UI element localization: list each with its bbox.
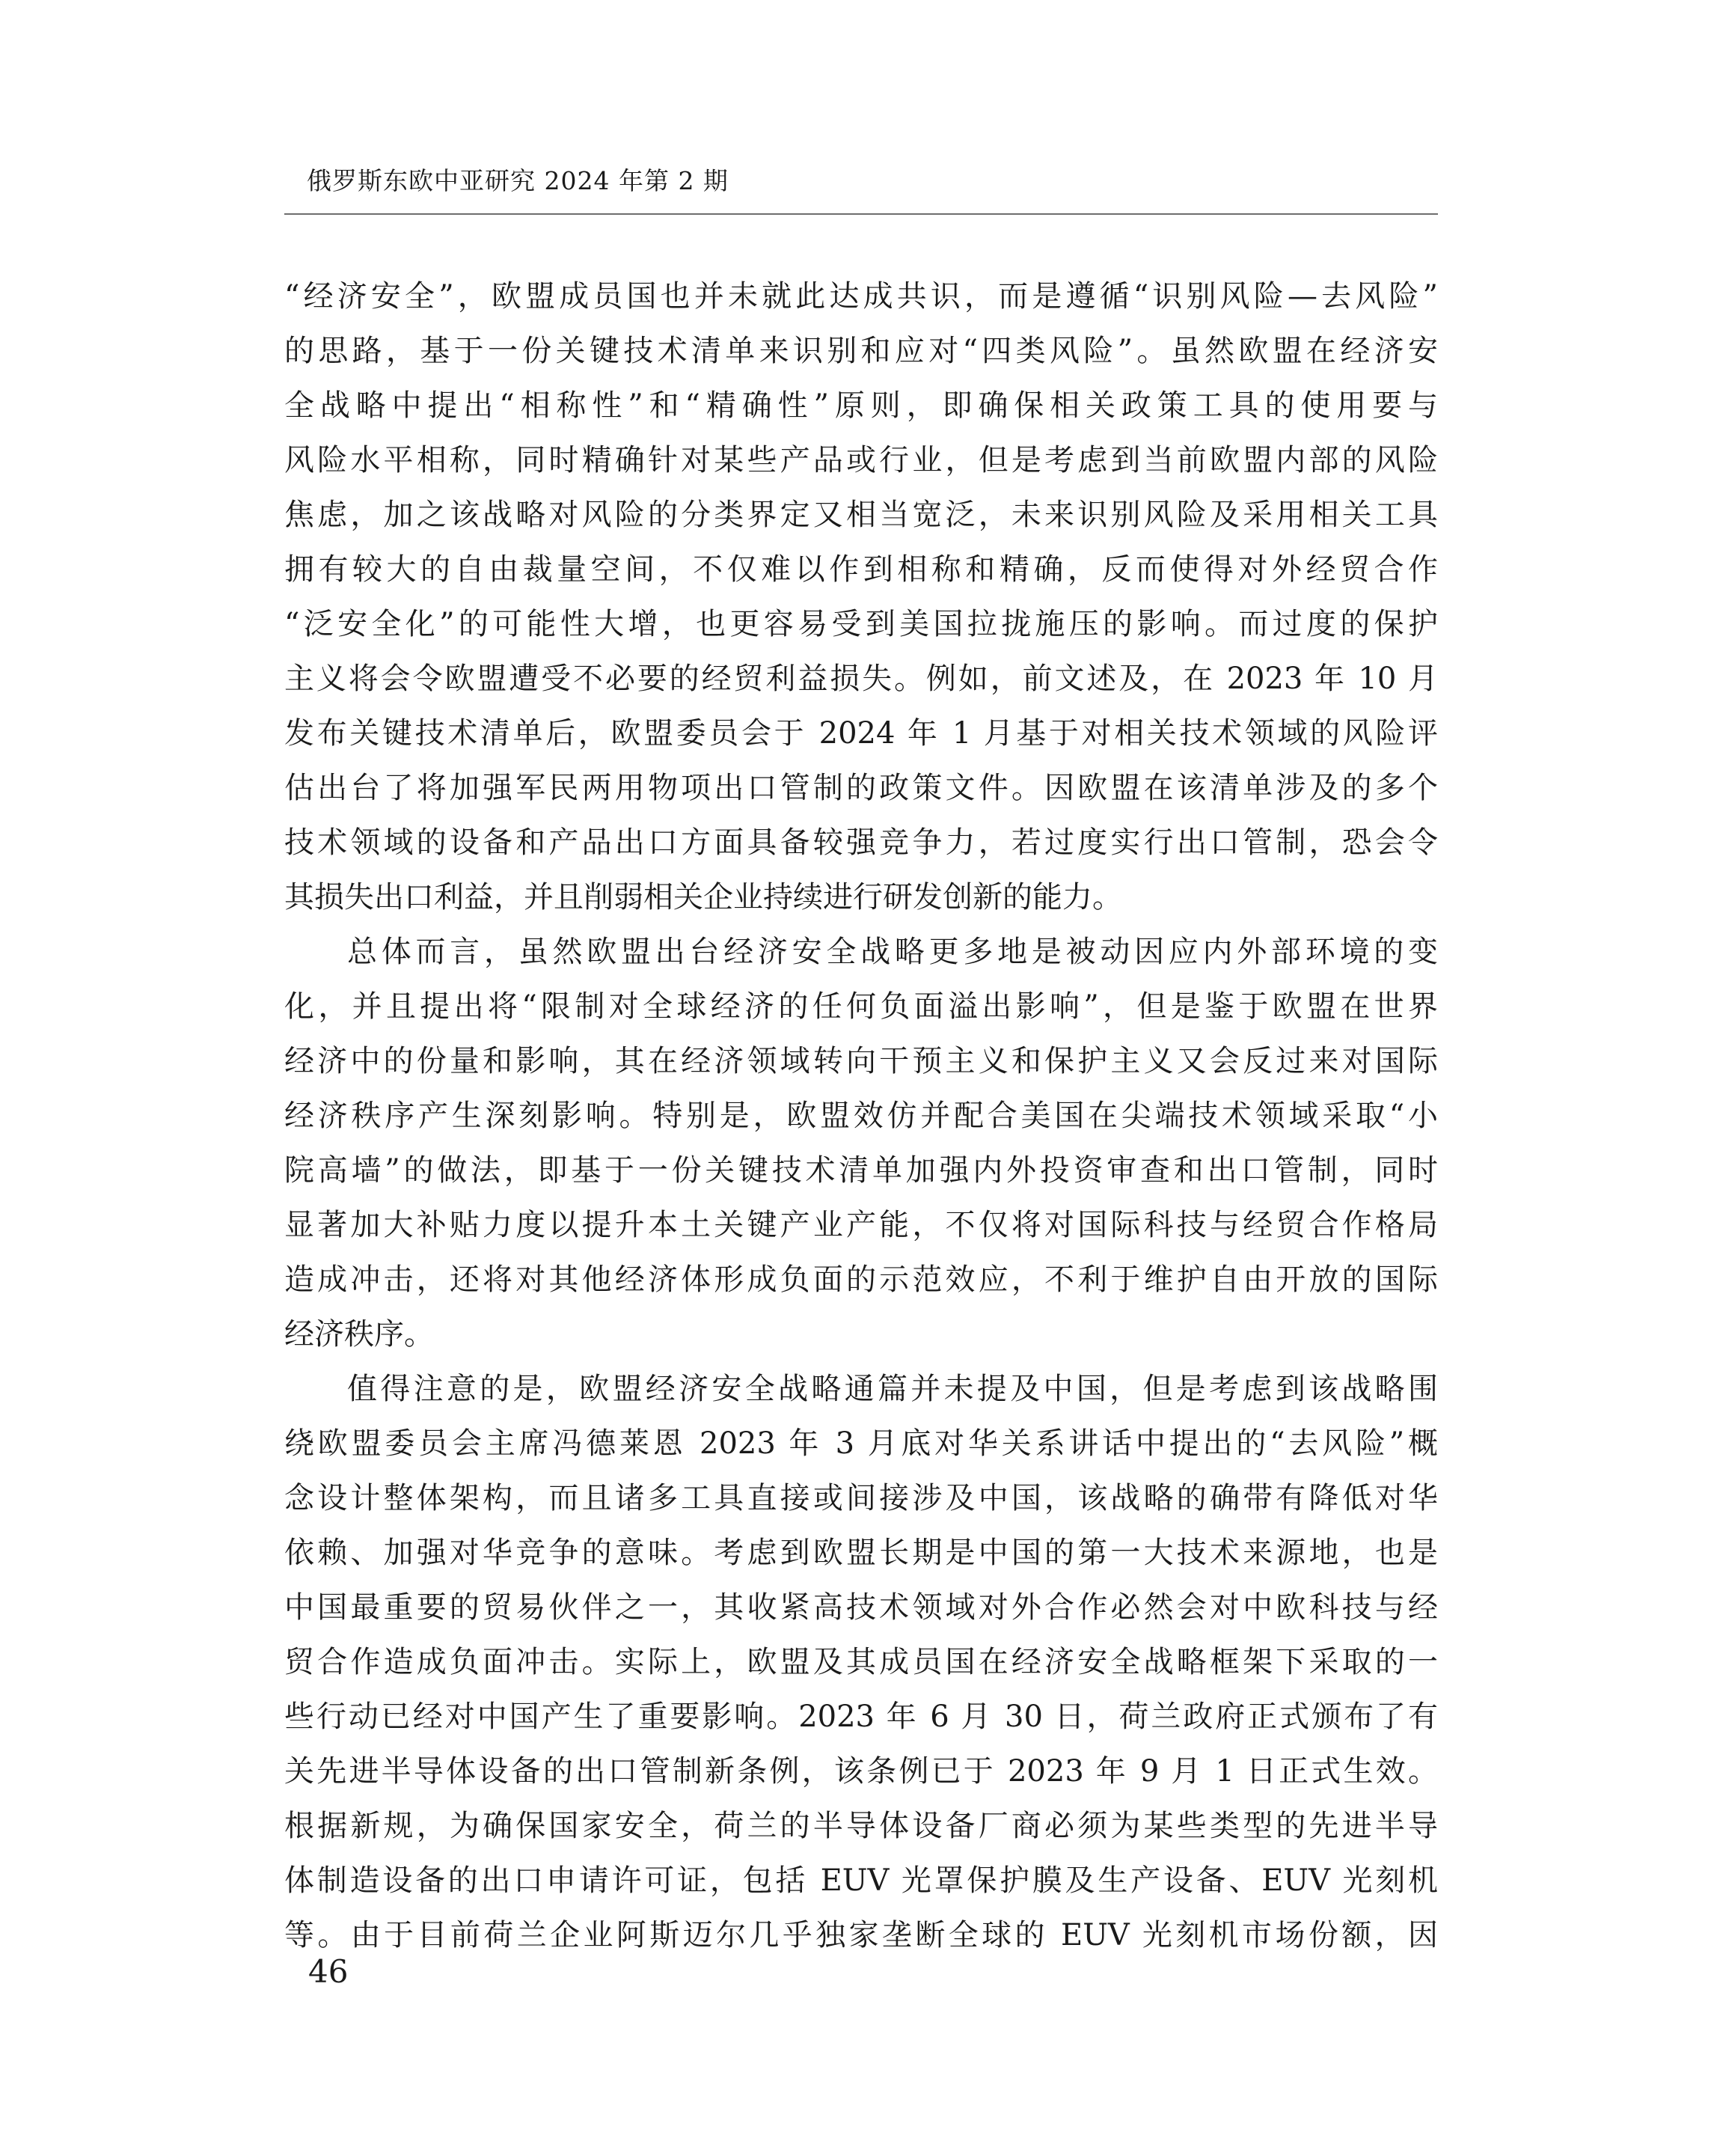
text-line: 关先进半导体设备的出口管制新条例，该条例已于 2023 年 9 月 1 日正式生效。	[284, 1754, 1438, 1789]
article-body	[284, 269, 1438, 1963]
text-line: 的思路，基于一份关键技术清单来识别和应对“四类风险”。虽然欧盟在经济安	[284, 334, 1438, 368]
text-line: 绕欧盟委员会主席冯德莱恩 2023 年 3 月底对华关系讲话中提出的“去风险”概	[284, 1426, 1438, 1461]
page-number: 46	[308, 1953, 349, 1990]
text-line: 中国最重要的贸易伙伴之一，其收紧高技术领域对外合作必然会对中欧科技与经	[284, 1590, 1438, 1625]
text-line: 化，并且提出将“限制对全球经济的任何负面溢出影响”，但是鉴于欧盟在世界	[284, 989, 1438, 1024]
text-line: 等。由于目前荷兰企业阿斯迈尔几乎独家垄断全球的 EUV 光刻机市场份额，因	[284, 1918, 1438, 1952]
text-line: 贸合作造成负面冲击。实际上，欧盟及其成员国在经济安全战略框架下采取的一	[284, 1645, 1438, 1679]
running-header: 俄罗斯东欧中亚研究 2024 年第 2 期	[307, 166, 729, 195]
text-line: 主义将会令欧盟遭受不必要的经贸利益损失。例如，前文述及，在 2023 年 10 月	[284, 662, 1438, 696]
text-line: 其损失出口利益，并且削弱相关企业持续进行研发创新的能力。	[284, 880, 1122, 914]
text-line: “经济安全”，欧盟成员国也并未就此达成共识，而是遵循“识别风险—去风险”	[284, 279, 1438, 314]
text-line: 经济中的份量和影响，其在经济领域转向干预主义和保护主义又会反过来对国际	[284, 1044, 1438, 1078]
text-line: 造成冲击，还将对其他经济体形成负面的示范效应，不利于维护自由开放的国际	[284, 1262, 1438, 1297]
text-line: 焦虑，加之该战略对风险的分类界定又相当宽泛，未来识别风险及采用相关工具	[284, 498, 1438, 532]
text-line: 显著加大补贴力度以提升本土关键产业产能，不仅将对国际科技与经贸合作格局	[284, 1208, 1438, 1242]
text-line: 念设计整体架构，而且诸多工具直接或间接涉及中国，该战略的确带有降低对华	[284, 1481, 1438, 1515]
text-line: 经济秩序产生深刻影响。特别是，欧盟效仿并配合美国在尖端技术领域采取“小	[284, 1099, 1438, 1133]
text-line: 依赖、加强对华竞争的意味。考虑到欧盟长期是中国的第一大技术来源地，也是	[284, 1536, 1438, 1570]
header-rule	[284, 213, 1438, 215]
text-line: 经济秩序。	[284, 1317, 434, 1352]
text-line: 根据新规，为确保国家安全，荷兰的半导体设备厂商必须为某些类型的先进半导	[284, 1809, 1438, 1843]
text-line: 技术领域的设备和产品出口方面具备较强竞争力，若过度实行出口管制，恐会令	[284, 825, 1438, 860]
text-line: “泛安全化”的可能性大增，也更容易受到美国拉拢施压的影响。而过度的保护	[284, 607, 1438, 641]
text-line: 发布关键技术清单后，欧盟委员会于 2024 年 1 月基于对相关技术领域的风险评	[284, 716, 1438, 751]
text-line: 些行动已经对中国产生了重要影响。2023 年 6 月 30 日，荷兰政府正式颁布了有	[284, 1700, 1438, 1734]
text-line: 值得注意的是，欧盟经济安全战略通篇并未提及中国，但是考虑到该战略围	[347, 1372, 1438, 1406]
text-line: 风险水平相称，同时精确针对某些产品或行业，但是考虑到当前欧盟内部的风险	[284, 443, 1438, 477]
text-line: 院高墙”的做法，即基于一份关键技术清单加强内外投资审查和出口管制，同时	[284, 1153, 1438, 1188]
text-line: 总体而言，虽然欧盟出台经济安全战略更多地是被动因应内外部环境的变	[347, 935, 1438, 969]
text-line: 体制造设备的出口申请许可证，包括 EUV 光罩保护膜及生产设备、EUV 光刻机	[284, 1863, 1438, 1898]
text-line: 拥有较大的自由裁量空间，不仅难以作到相称和精确，反而使得对外经贸合作	[284, 552, 1438, 587]
text-line: 估出台了将加强军民两用物项出口管制的政策文件。因欧盟在该清单涉及的多个	[284, 771, 1438, 805]
text-line: 全战略中提出“相称性”和“精确性”原则，即确保相关政策工具的使用要与	[284, 388, 1438, 423]
